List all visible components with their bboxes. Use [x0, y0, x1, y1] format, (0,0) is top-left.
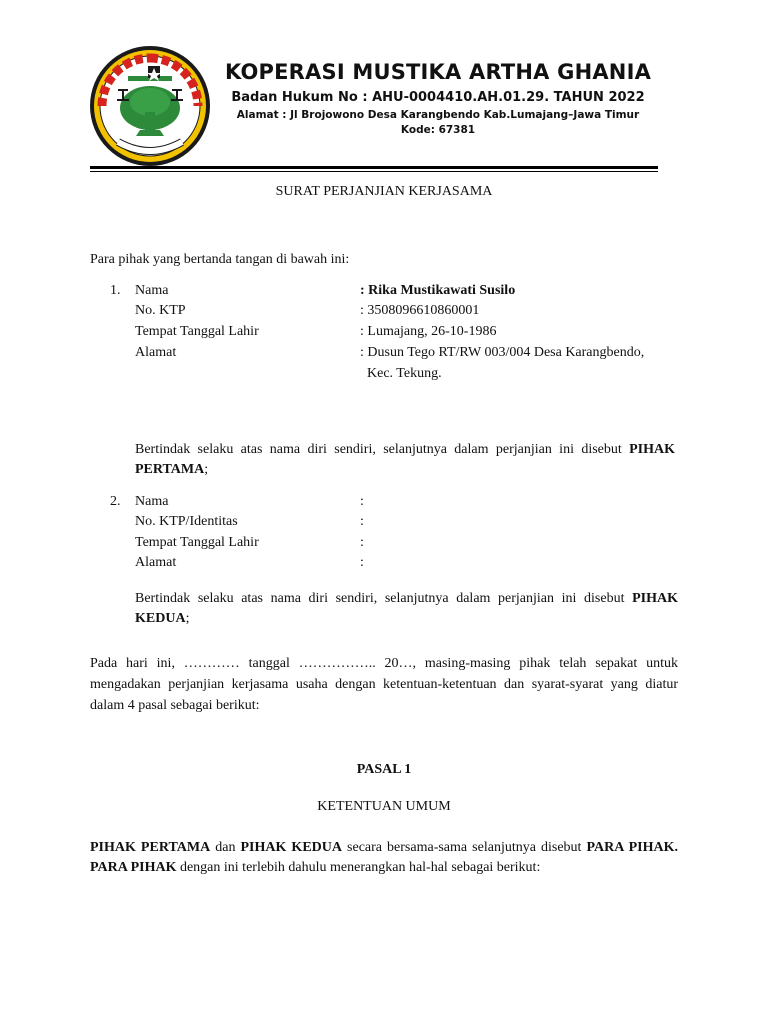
party2-label-nama: Nama — [135, 494, 169, 509]
pasal1-paragraph: PIHAK PERTAMA dan PIHAK KEDUA secara bersama-sama selanjutnya disebut PARA PIHAK. PARA PIHAK dengan ini terlebih dahulu menerangkan hal-hal sebagai berikut: — [90, 840, 678, 875]
party1-statement: Bertindak selaku atas nama diri sendiri, selanjutnya dalam perjanjian ini disebut PIHAK PERTAMA; — [135, 442, 675, 477]
party1-value-ttl: : Lumajang, 26-10-1986 — [360, 324, 497, 339]
party2-label-ttl: Tempat Tanggal Lahir — [135, 535, 259, 550]
legal-basis: Badan Hukum No : AHU-0004410.AH.01.29. TAHUN 2022 — [231, 90, 645, 105]
party2-label-ktp: No. KTP/Identitas — [135, 514, 238, 529]
party2-value-nama: : — [360, 494, 364, 509]
party1-number: 1. — [110, 283, 121, 298]
party2-value-ktp: : — [360, 514, 364, 529]
header-divider-thick — [90, 166, 658, 169]
koperasi-logo — [88, 44, 212, 168]
pasal1-subheading: KETENTUAN UMUM — [317, 799, 451, 814]
agreement-paragraph: Pada hari ini, ………… tanggal …………….. 20…, masing-masing pihak telah sepakat untuk mengadakan perjanjian kerjasama usaha dengan ketentuan-ketentuan dan syarat-syarat yang diatur dalam 4 pasal sebagai berikut: — [90, 656, 678, 713]
org-name: KOPERASI MUSTIKA ARTHA GHANIA — [224, 60, 652, 84]
party1-value-ktp: : 3508096610860001 — [360, 303, 480, 318]
party2-statement: Bertindak selaku atas nama diri sendiri, selanjutnya dalam perjanjian ini disebut PIHAK KEDUA; — [135, 591, 678, 626]
party1-value-alamat: : Dusun Tego RT/RW 003/004 Desa Karangbendo, — [360, 345, 645, 360]
header-divider-thin — [90, 171, 658, 172]
party2-value-alamat: : — [360, 555, 364, 570]
intro-text: Para pihak yang bertanda tangan di bawah ini: — [90, 252, 350, 267]
party1-label-alamat: Alamat — [135, 345, 177, 360]
party1-label-ktp: No. KTP — [135, 303, 186, 318]
party1-value-alamat-cont: Kec. Tekung. — [367, 366, 442, 381]
party1-label-ttl: Tempat Tanggal Lahir — [135, 324, 259, 339]
party1-value-nama: : Rika Mustikawati Susilo — [360, 283, 516, 298]
pasal1-heading: PASAL 1 — [356, 762, 412, 777]
party2-value-ttl: : — [360, 535, 364, 550]
party1-label-nama: Nama — [135, 283, 169, 298]
party2-label-alamat: Alamat — [135, 555, 177, 570]
document-title: SURAT PERJANJIAN KERJASAMA — [275, 184, 493, 199]
org-address: Alamat : Jl Brojowono Desa Karangbendo Kab.Lumajang–Jawa Timur Kode: 67381 — [236, 109, 640, 136]
party2-number: 2. — [110, 494, 121, 509]
